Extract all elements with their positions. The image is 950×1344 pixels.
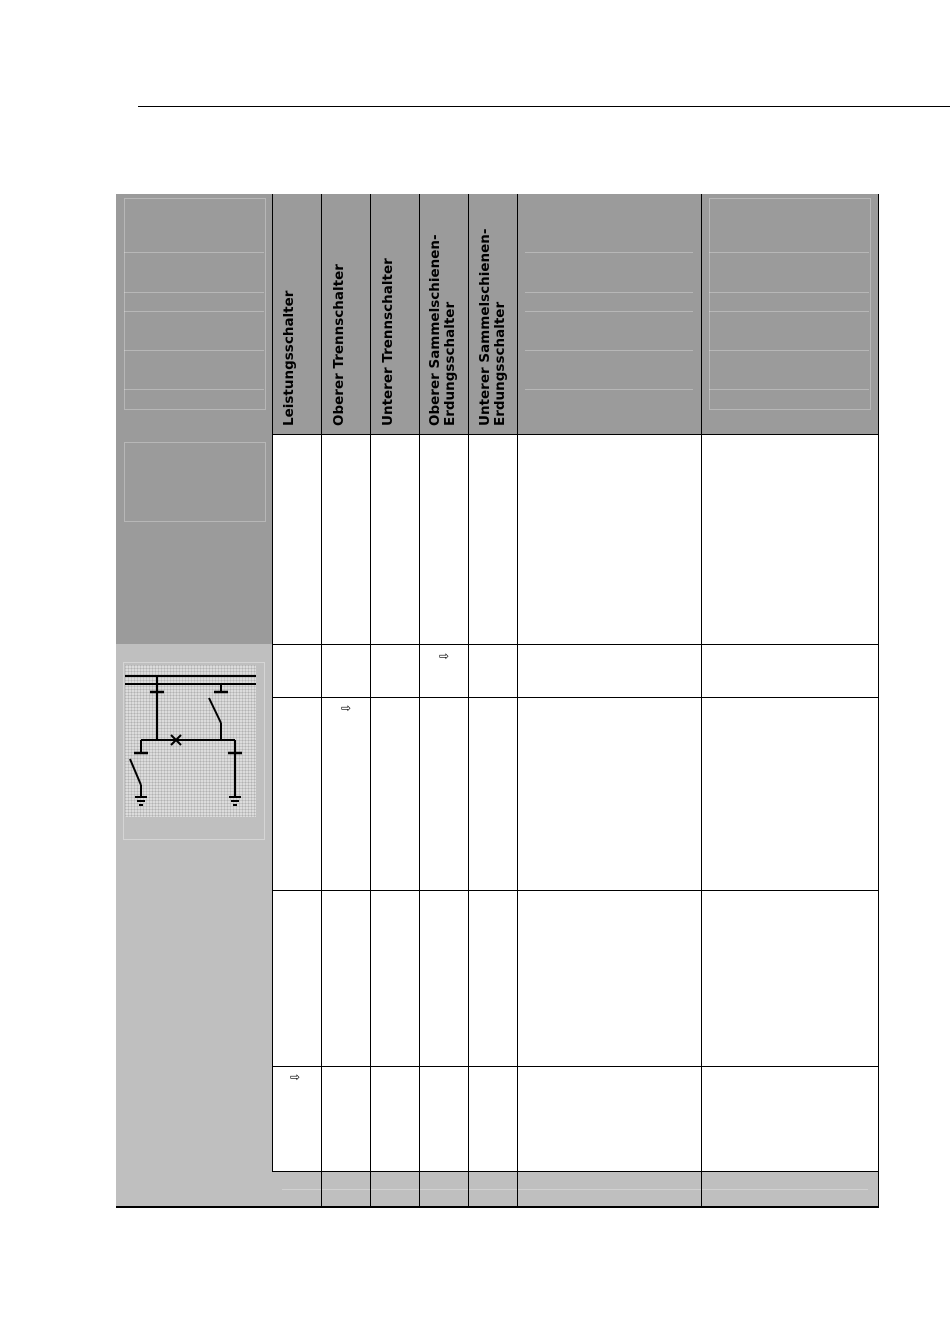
- schematic-diagram: [125, 665, 256, 817]
- left-ghost-box: [124, 442, 266, 522]
- arrow-right-outline-icon: ⇨: [341, 701, 352, 715]
- header-ghost-box: [124, 198, 266, 410]
- arrow-right-outline-icon: ⇨: [439, 649, 450, 663]
- col-header-unterer-trennschalter: Unterer Trennschalter: [380, 258, 396, 426]
- table-bottom-rule: [116, 1206, 879, 1208]
- switchgear-single-line-diagram-icon: [125, 665, 256, 817]
- col-header-unterer-sammelschienen-erdungsschalter: Unterer Sammelschienen-Erdungsschalter: [477, 228, 508, 426]
- arrow-right-outline-icon: ⇨: [290, 1070, 301, 1084]
- switching-sequence-table: [116, 194, 879, 1208]
- header-rule: [138, 106, 950, 107]
- col-header-oberer-trennschalter: Oberer Trennschalter: [331, 264, 347, 426]
- col-header-leistungsschalter: Leistungsschalter: [281, 290, 297, 426]
- col-header-oberer-sammelschienen-erdungsschalter: Oberer Sammelschienen-Erdungsschalter: [427, 234, 458, 426]
